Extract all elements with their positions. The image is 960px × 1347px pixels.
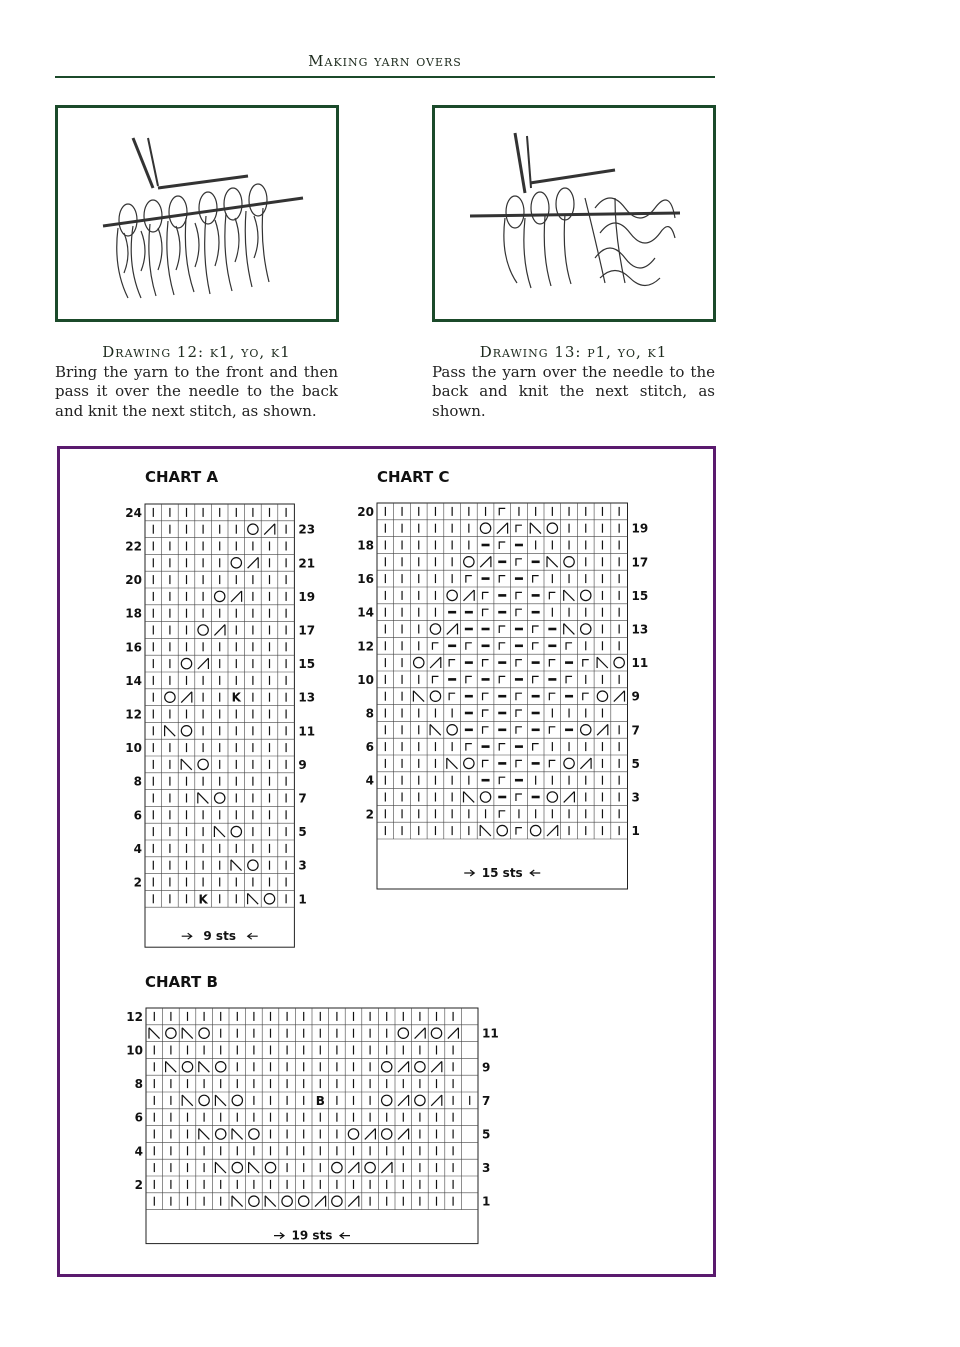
twisted-stitch-symbol xyxy=(516,828,522,835)
row-number: 5 xyxy=(298,825,307,840)
twisted-stitch-symbol xyxy=(549,592,555,599)
twisted-stitch-symbol xyxy=(549,693,555,700)
row-number: 14 xyxy=(357,605,374,620)
ssk-symbol xyxy=(413,691,424,702)
yarn-over-symbol xyxy=(382,1129,392,1139)
ssk-symbol xyxy=(430,724,441,735)
row-number: 16 xyxy=(357,572,374,587)
row-number: 9 xyxy=(482,1060,491,1075)
twisted-stitch-symbol xyxy=(466,576,472,583)
row-number: 2 xyxy=(133,875,142,890)
row-number: 11 xyxy=(298,724,316,739)
twisted-stitch-symbol xyxy=(499,643,505,650)
twisted-stitch-symbol xyxy=(499,542,505,549)
twisted-stitch-symbol xyxy=(432,676,438,683)
twisted-stitch-symbol xyxy=(566,643,572,650)
twisted-stitch-symbol xyxy=(483,693,489,700)
ssk-symbol xyxy=(214,826,225,837)
row-number: 3 xyxy=(631,790,640,805)
yarn-over-symbol xyxy=(249,1129,259,1139)
yarn-over-symbol xyxy=(216,1062,226,1072)
yarn-over-symbol xyxy=(530,825,540,835)
yarn-over-symbol xyxy=(547,792,557,802)
ssk-symbol xyxy=(182,1095,193,1106)
yarn-over-symbol xyxy=(182,1062,192,1072)
k2tog-symbol xyxy=(248,557,259,568)
chart-b-grid xyxy=(126,1008,498,1244)
ssk-symbol xyxy=(480,825,491,836)
twisted-stitch-symbol xyxy=(516,525,522,532)
twisted-stitch-symbol xyxy=(533,676,539,683)
ssk-symbol xyxy=(166,1061,177,1072)
chart-c-grid xyxy=(357,503,648,889)
ssk-symbol xyxy=(232,1129,243,1140)
twisted-stitch-symbol xyxy=(466,643,472,650)
row-number: 6 xyxy=(365,740,374,755)
twisted-stitch-symbol xyxy=(483,727,489,734)
k2tog-symbol xyxy=(415,1028,426,1039)
chart-a-title: CHART A xyxy=(145,468,219,486)
row-number: 6 xyxy=(133,808,142,823)
yarn-over-symbol xyxy=(215,591,225,601)
row-number: 9 xyxy=(298,757,307,772)
row-number: 1 xyxy=(298,892,307,907)
k2tog-symbol xyxy=(431,1095,442,1106)
yarn-over-symbol xyxy=(332,1196,342,1206)
k2tog-symbol xyxy=(448,1028,459,1039)
k2tog-symbol xyxy=(580,758,591,769)
twisted-stitch-symbol xyxy=(533,643,539,650)
stitch-count-label: 15 sts xyxy=(481,866,523,880)
ssk-symbol xyxy=(165,725,176,736)
yarn-over-symbol xyxy=(165,692,175,702)
twisted-stitch-symbol xyxy=(499,626,505,633)
twisted-stitch-symbol xyxy=(483,660,489,667)
chart-c-title: CHART C xyxy=(377,468,450,486)
chart-b-title: CHART B xyxy=(145,973,218,991)
twisted-stitch-symbol xyxy=(499,676,505,683)
ssk-symbol xyxy=(182,1028,193,1039)
twisted-stitch-symbol xyxy=(583,693,589,700)
arrow-left-icon xyxy=(530,870,540,876)
row-number: 21 xyxy=(298,556,316,571)
row-number: 4 xyxy=(134,1144,143,1159)
ssk-symbol xyxy=(231,860,242,871)
yarn-over-symbol xyxy=(430,624,440,634)
yarn-over-symbol xyxy=(464,758,474,768)
yarn-over-symbol xyxy=(232,1162,242,1172)
k2tog-symbol xyxy=(348,1196,359,1207)
ssk-symbol xyxy=(215,1162,226,1173)
yarn-over-symbol xyxy=(564,758,574,768)
row-number: 1 xyxy=(631,824,640,839)
row-number: 20 xyxy=(357,504,374,519)
row-number: 23 xyxy=(298,522,316,537)
ssk-symbol xyxy=(232,1196,243,1207)
row-number: 3 xyxy=(482,1161,491,1176)
yarn-over-symbol xyxy=(581,624,591,634)
row-number: 2 xyxy=(365,807,374,822)
page-header: Making yarn overs xyxy=(308,52,462,70)
twisted-stitch-symbol xyxy=(466,744,472,751)
ssk-symbol xyxy=(249,1162,260,1173)
yarn-over-symbol xyxy=(264,894,274,904)
k2tog-symbol xyxy=(431,1061,442,1072)
twisted-stitch-symbol xyxy=(549,660,555,667)
row-number: 22 xyxy=(125,539,142,554)
yarn-over-symbol xyxy=(431,1028,441,1038)
row-number: 12 xyxy=(357,639,374,654)
pattern-marker: K xyxy=(198,892,208,907)
drawing-12-title: Drawing 12: k1, yo, k1 xyxy=(102,343,291,361)
row-number: 12 xyxy=(125,707,142,722)
ssk-symbol xyxy=(547,556,558,567)
row-number: 10 xyxy=(125,741,142,756)
twisted-stitch-symbol xyxy=(499,576,505,583)
arrow-right-icon xyxy=(464,870,474,876)
twisted-stitch-symbol xyxy=(516,710,522,717)
yarn-over-symbol xyxy=(199,1095,209,1105)
twisted-stitch-symbol xyxy=(549,760,555,767)
k2tog-symbol xyxy=(614,691,625,702)
twisted-stitch-symbol xyxy=(499,508,505,515)
row-number: 4 xyxy=(133,841,142,856)
k2tog-symbol xyxy=(198,658,209,669)
k2tog-symbol xyxy=(497,523,508,534)
row-number: 24 xyxy=(125,505,142,520)
row-number: 6 xyxy=(134,1110,143,1125)
arrow-left-icon xyxy=(248,933,258,939)
k2tog-symbol xyxy=(348,1162,359,1173)
row-number: 8 xyxy=(134,1077,143,1092)
row-number: 20 xyxy=(125,573,142,588)
yarn-over-symbol xyxy=(447,590,457,600)
k2tog-symbol xyxy=(398,1061,409,1072)
yarn-over-symbol xyxy=(497,825,507,835)
pattern-marker: B xyxy=(315,1093,325,1108)
k2tog-symbol xyxy=(365,1129,376,1140)
twisted-stitch-symbol xyxy=(483,710,489,717)
yarn-over-symbol xyxy=(265,1162,275,1172)
twisted-stitch-symbol xyxy=(466,676,472,683)
row-number: 13 xyxy=(298,690,316,705)
yarn-over-symbol xyxy=(166,1028,176,1038)
ssk-symbol xyxy=(265,1196,276,1207)
yarn-over-symbol xyxy=(581,590,591,600)
row-number: 5 xyxy=(482,1127,491,1142)
ssk-symbol xyxy=(530,523,541,534)
row-number: 12 xyxy=(126,1009,143,1024)
arrow-right-icon xyxy=(274,1233,284,1239)
row-number: 15 xyxy=(631,588,649,603)
yarn-over-symbol xyxy=(181,658,191,668)
arrow-right-icon xyxy=(182,933,192,939)
yarn-over-symbol xyxy=(398,1028,408,1038)
k2tog-symbol xyxy=(264,524,275,535)
twisted-stitch-symbol xyxy=(566,676,572,683)
ssk-symbol xyxy=(564,590,575,601)
yarn-over-symbol xyxy=(564,557,574,567)
ssk-symbol xyxy=(597,657,608,668)
twisted-stitch-symbol xyxy=(483,609,489,616)
yarn-over-symbol xyxy=(614,657,624,667)
twisted-stitch-symbol xyxy=(516,760,522,767)
yarn-over-symbol xyxy=(282,1196,292,1206)
ssk-symbol xyxy=(464,792,475,803)
row-number: 7 xyxy=(631,723,640,738)
row-number: 13 xyxy=(631,622,649,637)
twisted-stitch-symbol xyxy=(549,727,555,734)
twisted-stitch-symbol xyxy=(516,727,522,734)
yarn-over-symbol xyxy=(231,558,241,568)
ssk-symbol xyxy=(199,1061,210,1072)
twisted-stitch-symbol xyxy=(499,744,505,751)
row-number: 10 xyxy=(126,1043,143,1058)
k2tog-symbol xyxy=(564,792,575,803)
k2tog-symbol xyxy=(447,624,458,635)
k2tog-symbol xyxy=(464,590,475,601)
twisted-stitch-symbol xyxy=(449,660,455,667)
row-number: 1 xyxy=(482,1194,491,1209)
yarn-over-symbol xyxy=(248,524,258,534)
ssk-symbol xyxy=(198,793,209,804)
twisted-stitch-symbol xyxy=(499,777,505,784)
yarn-over-symbol xyxy=(415,1062,425,1072)
stitch-count-label: 19 sts xyxy=(291,1228,333,1243)
twisted-stitch-symbol xyxy=(449,693,455,700)
yarn-over-symbol xyxy=(597,691,607,701)
twisted-stitch-symbol xyxy=(533,626,539,633)
yarn-over-symbol xyxy=(447,725,457,735)
row-number: 11 xyxy=(631,656,649,671)
ssk-symbol xyxy=(181,759,192,770)
drawing-13-text: Pass the yarn over the needle to the back and knit the next stitch, as shown. xyxy=(432,362,715,420)
yarn-over-symbol xyxy=(480,792,490,802)
yarn-over-symbol xyxy=(464,557,474,567)
k2tog-symbol xyxy=(181,692,192,703)
arrow-left-icon xyxy=(340,1233,350,1239)
k2tog-symbol xyxy=(315,1196,326,1207)
drawing-13-title: Drawing 13: p1, yo, k1 xyxy=(479,343,668,361)
k2tog-symbol xyxy=(398,1095,409,1106)
ssk-symbol xyxy=(248,893,259,904)
row-number: 14 xyxy=(125,673,142,688)
ssk-symbol xyxy=(149,1028,160,1039)
yarn-over-symbol xyxy=(581,725,591,735)
twisted-stitch-symbol xyxy=(516,693,522,700)
yarn-over-symbol xyxy=(216,1129,226,1139)
twisted-stitch-symbol xyxy=(516,794,522,801)
yarn-over-symbol xyxy=(382,1095,392,1105)
twisted-stitch-symbol xyxy=(432,643,438,650)
row-number: 18 xyxy=(125,606,142,621)
row-number: 7 xyxy=(482,1093,491,1108)
twisted-stitch-symbol xyxy=(516,660,522,667)
row-number: 11 xyxy=(482,1026,499,1041)
yarn-over-symbol xyxy=(414,657,424,667)
row-number: 3 xyxy=(298,858,307,873)
k2tog-symbol xyxy=(214,625,225,636)
k2tog-symbol xyxy=(597,724,608,735)
yarn-over-symbol xyxy=(181,726,191,736)
k2tog-symbol xyxy=(547,825,558,836)
row-number: 2 xyxy=(134,1177,143,1192)
stitch-count-label: 9 sts xyxy=(203,929,236,944)
yarn-over-symbol xyxy=(430,691,440,701)
yarn-over-symbol xyxy=(248,860,258,870)
twisted-stitch-symbol xyxy=(499,811,505,818)
row-number: 15 xyxy=(298,657,316,672)
twisted-stitch-symbol xyxy=(533,576,539,583)
ssk-symbol xyxy=(564,624,575,635)
twisted-stitch-symbol xyxy=(516,559,522,566)
row-number: 17 xyxy=(298,623,316,638)
k2tog-symbol xyxy=(480,556,491,567)
yarn-over-symbol xyxy=(199,1028,209,1038)
row-number: 5 xyxy=(631,756,640,771)
row-number: 17 xyxy=(631,555,649,570)
ssk-symbol xyxy=(215,1095,226,1106)
twisted-stitch-symbol xyxy=(483,592,489,599)
twisted-stitch-symbol xyxy=(483,760,489,767)
k2tog-symbol xyxy=(430,657,441,668)
pattern-marker: K xyxy=(231,690,241,705)
yarn-over-symbol xyxy=(299,1196,309,1206)
row-number: 8 xyxy=(133,774,142,789)
yarn-over-symbol xyxy=(231,826,241,836)
yarn-over-symbol xyxy=(547,523,557,533)
yarn-over-symbol xyxy=(415,1095,425,1105)
row-number: 7 xyxy=(298,791,307,806)
ssk-symbol xyxy=(447,758,458,769)
yarn-over-symbol xyxy=(365,1162,375,1172)
twisted-stitch-symbol xyxy=(583,660,589,667)
yarn-over-symbol xyxy=(480,523,490,533)
row-number: 9 xyxy=(631,689,640,704)
k2tog-symbol xyxy=(398,1129,409,1140)
row-number: 10 xyxy=(357,672,374,687)
yarn-over-symbol xyxy=(198,625,208,635)
yarn-over-symbol xyxy=(332,1162,342,1172)
k2tog-symbol xyxy=(231,591,242,602)
twisted-stitch-symbol xyxy=(533,744,539,751)
yarn-over-symbol xyxy=(348,1129,358,1139)
row-number: 16 xyxy=(125,640,142,655)
yarn-over-symbol xyxy=(198,759,208,769)
row-number: 4 xyxy=(365,773,374,788)
yarn-over-symbol xyxy=(232,1095,242,1105)
k2tog-symbol xyxy=(381,1162,392,1173)
yarn-over-symbol xyxy=(249,1196,259,1206)
yarn-over-symbol xyxy=(382,1062,392,1072)
ssk-symbol xyxy=(199,1129,210,1140)
row-number: 18 xyxy=(357,538,374,553)
yarn-over-symbol xyxy=(215,793,225,803)
row-number: 8 xyxy=(365,706,374,721)
drawing-12-text: Bring the yarn to the front and then pass it over the needle to the back and knit the next stitch, as shown. xyxy=(55,362,338,420)
twisted-stitch-symbol xyxy=(516,592,522,599)
chart-a-grid xyxy=(125,504,315,947)
twisted-stitch-symbol xyxy=(516,609,522,616)
row-number: 19 xyxy=(298,589,316,604)
row-number: 19 xyxy=(631,521,649,536)
